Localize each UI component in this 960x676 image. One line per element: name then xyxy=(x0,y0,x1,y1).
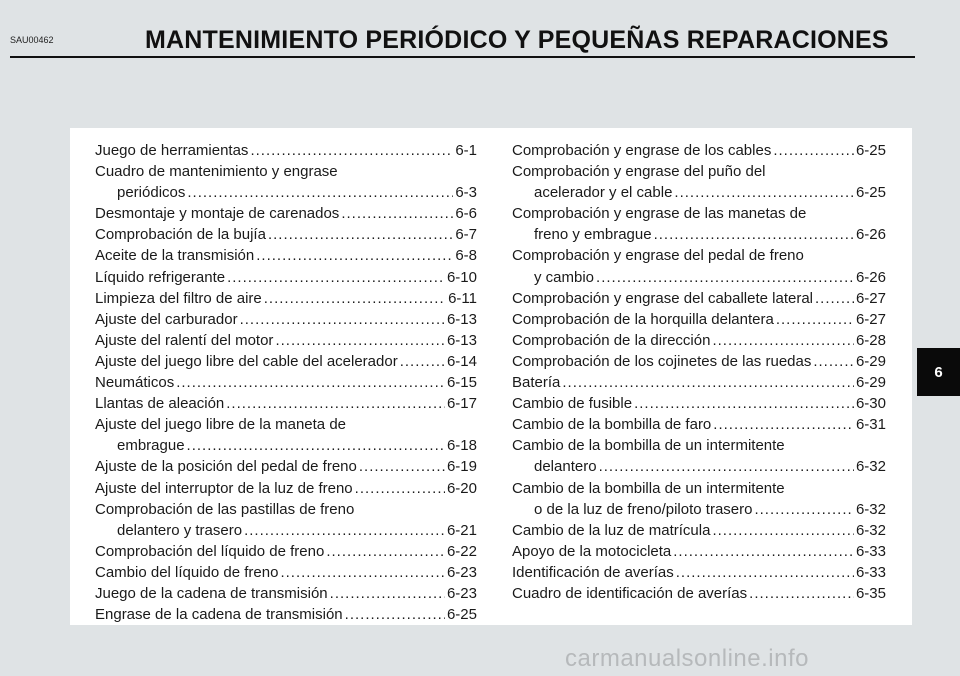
toc-entry-heading: Cambio de la bombilla de un intermitente xyxy=(512,437,785,455)
dot-leader xyxy=(240,309,445,330)
toc-entry-title: Ajuste del interruptor de la luz de freno xyxy=(95,479,353,497)
toc-entry[interactable] xyxy=(512,245,886,287)
toc-entry[interactable] xyxy=(512,309,886,330)
toc-entry-title: Ajuste del carburador xyxy=(95,310,238,328)
toc-entry-title: Comprobación de los cojinetes de las ruedas xyxy=(512,352,812,370)
toc-entry[interactable] xyxy=(512,372,886,393)
toc-entry[interactable] xyxy=(512,161,886,203)
toc-entry-page: 6-1 xyxy=(455,142,477,159)
dot-leader xyxy=(280,562,445,583)
toc-entry-page: 6-19 xyxy=(446,458,477,476)
title-rule xyxy=(10,56,915,58)
toc-entry-title: o de la luz de freno/piloto trasero xyxy=(534,500,753,518)
dot-leader xyxy=(754,499,854,520)
toc-entry-title: Líquido refrigerante xyxy=(95,268,226,286)
dot-leader xyxy=(330,583,445,604)
dot-leader xyxy=(712,330,854,351)
toc-entry-page: 6-27 xyxy=(855,310,886,328)
toc-entry-page: 6-17 xyxy=(446,395,477,413)
toc-entry[interactable] xyxy=(512,583,886,604)
dot-leader xyxy=(599,456,854,477)
toc-entry[interactable] xyxy=(512,478,886,520)
toc-entry-page: 6-28 xyxy=(855,331,886,349)
toc-entry-page: 6-33 xyxy=(855,542,886,560)
toc-entry-heading: Cambio de la bombilla de un intermitente xyxy=(512,479,785,497)
dot-leader xyxy=(176,372,445,393)
toc-entry[interactable] xyxy=(95,267,477,288)
page-title: MANTENIMIENTO PERIÓDICO Y PEQUEÑAS REPARACIONES xyxy=(145,26,889,54)
toc-entry[interactable] xyxy=(95,245,477,266)
toc-entry-page: 6-26 xyxy=(855,226,886,244)
dot-leader xyxy=(264,288,446,309)
toc-entry-title: Comprobación del líquido de freno xyxy=(95,542,325,560)
toc-entry-title: Neumáticos xyxy=(95,374,175,392)
toc-entry-page: 6-27 xyxy=(855,289,886,307)
dot-leader xyxy=(562,372,854,393)
dot-leader xyxy=(773,140,854,161)
dot-leader xyxy=(673,541,854,562)
toc-entry[interactable] xyxy=(512,435,886,477)
dot-leader xyxy=(226,393,445,414)
dot-leader xyxy=(712,520,854,541)
toc-entry[interactable] xyxy=(512,541,886,562)
toc-entry-heading: Comprobación y engrase del puño del xyxy=(512,163,766,181)
toc-entry[interactable] xyxy=(95,604,477,625)
toc-entry-title: Aceite de la transmisión xyxy=(95,247,255,265)
toc-entry[interactable] xyxy=(95,393,477,414)
toc-entry-title: Comprobación de la horquilla delantera xyxy=(512,310,774,328)
watermark: carmanualsonline.info xyxy=(565,645,809,672)
toc-entry-page: 6-11 xyxy=(448,289,477,307)
toc-entry-page: 6-13 xyxy=(446,310,477,328)
toc-entry-title: Comprobación de la dirección xyxy=(512,331,711,349)
toc-entry-title: Cambio de la bombilla de faro xyxy=(512,416,712,434)
toc-entry-page: 6-32 xyxy=(855,521,886,539)
toc-entry[interactable] xyxy=(95,478,477,499)
toc-entry[interactable] xyxy=(512,330,886,351)
toc-entry[interactable] xyxy=(95,372,477,393)
toc-entry-title: Comprobación y engrase de los cables xyxy=(512,142,772,159)
toc-entry-page: 6-22 xyxy=(446,542,477,560)
dot-leader xyxy=(275,330,445,351)
dot-leader xyxy=(400,351,445,372)
dot-leader xyxy=(713,414,854,435)
toc-entry-title: Cambio de la luz de matrícula xyxy=(512,521,711,539)
dot-leader xyxy=(776,309,854,330)
toc-entry[interactable] xyxy=(95,414,477,456)
toc-entry[interactable] xyxy=(95,161,477,203)
toc-entry-heading: Ajuste del juego libre de la maneta de xyxy=(95,416,347,434)
toc-entry-page: 6-21 xyxy=(446,521,477,539)
dot-leader xyxy=(341,203,453,224)
toc-entry-page: 6-30 xyxy=(855,395,886,413)
toc-entry[interactable] xyxy=(95,288,477,309)
toc-entry-page: 6-3 xyxy=(455,184,477,202)
toc-entry-page: 6-29 xyxy=(855,352,886,370)
dot-leader xyxy=(359,456,445,477)
toc-entry-title: Limpieza del filtro de aire xyxy=(95,289,262,307)
toc-entry-page: 6-25 xyxy=(855,142,886,159)
dot-leader xyxy=(187,435,445,456)
toc-entry-page: 6-8 xyxy=(455,247,477,265)
toc-entry-title: Desmontaje y montaje de carenados xyxy=(95,205,340,223)
toc-entry-title: delantero y trasero xyxy=(117,521,243,539)
toc-entry[interactable] xyxy=(512,562,886,583)
toc-entry-page: 6-33 xyxy=(855,563,886,581)
toc-entry-heading: Comprobación y engrase de las manetas de xyxy=(512,205,807,223)
toc-entry[interactable] xyxy=(512,393,886,414)
toc-entry-title: Ajuste del juego libre del cable del acelerador xyxy=(95,352,398,370)
toc-entry-title: Llantas de aleación xyxy=(95,395,225,413)
dot-leader xyxy=(813,351,854,372)
toc-entry-page: 6-31 xyxy=(855,416,886,434)
toc-entry-page: 6-32 xyxy=(855,500,886,518)
dot-leader xyxy=(654,224,854,245)
toc-entry[interactable] xyxy=(512,414,886,435)
toc-entry[interactable] xyxy=(95,583,477,604)
toc-entry[interactable] xyxy=(95,351,477,372)
toc-entry[interactable] xyxy=(95,140,477,161)
toc-entry[interactable] xyxy=(95,541,477,562)
toc-entry-heading: Comprobación y engrase del pedal de freno xyxy=(512,247,804,265)
toc-entry-title: Cambio del líquido de freno xyxy=(95,563,279,581)
dot-leader xyxy=(596,267,854,288)
dot-leader xyxy=(227,267,445,288)
toc-entry[interactable] xyxy=(512,140,886,161)
toc-entry[interactable] xyxy=(95,499,477,541)
toc-entry-page: 6-6 xyxy=(455,205,477,223)
dot-leader xyxy=(187,182,453,203)
toc-entry[interactable] xyxy=(95,203,477,224)
toc-entry-title: Juego de la cadena de transmisión xyxy=(95,584,328,602)
toc-entry[interactable] xyxy=(95,224,477,245)
dot-leader xyxy=(674,182,854,203)
chapter-tab[interactable]: 6 xyxy=(917,348,960,396)
toc-entry-page: 6-10 xyxy=(446,268,477,286)
toc-entry[interactable] xyxy=(512,351,886,372)
toc-entry[interactable] xyxy=(512,288,886,309)
dot-leader xyxy=(244,520,445,541)
toc-entry-page: 6-20 xyxy=(446,479,477,497)
toc-entry-page: 6-25 xyxy=(446,606,477,624)
dot-leader xyxy=(326,541,445,562)
dot-leader xyxy=(256,245,453,266)
document-code: SAU00462 xyxy=(10,35,54,45)
toc-entry-title: Ajuste de la posición del pedal de freno xyxy=(95,458,357,476)
toc-entry-heading: Cuadro de mantenimiento y engrase xyxy=(95,163,338,181)
dot-leader xyxy=(634,393,854,414)
toc-entry-page: 6-7 xyxy=(455,226,477,244)
toc-entry[interactable] xyxy=(95,330,477,351)
toc-entry-page: 6-14 xyxy=(446,352,477,370)
toc-entry-title: y cambio xyxy=(534,268,595,286)
dot-leader xyxy=(749,583,854,604)
toc-right-column xyxy=(512,140,886,604)
toc-entry-title: Ajuste del ralentí del motor xyxy=(95,331,274,349)
toc-entry-page: 6-18 xyxy=(446,437,477,455)
toc-entry-title: Comprobación y engrase del caballete lateral xyxy=(512,289,814,307)
toc-entry-page: 6-26 xyxy=(855,268,886,286)
toc-entry-title: Identificación de averías xyxy=(512,563,674,581)
toc-entry-page: 6-35 xyxy=(855,584,886,602)
dot-leader xyxy=(250,140,453,161)
toc-entry-title: Engrase de la cadena de transmisión xyxy=(95,606,343,624)
toc-entry-title: acelerador y el cable xyxy=(534,184,673,202)
toc-entry-page: 6-23 xyxy=(446,584,477,602)
toc-left-column xyxy=(95,140,477,625)
toc-entry-title: embrague xyxy=(117,437,185,455)
toc-entry-title: delantero xyxy=(534,458,597,476)
toc-entry-page: 6-29 xyxy=(855,374,886,392)
toc-entry[interactable] xyxy=(95,456,477,477)
toc-entry-title: Batería xyxy=(512,374,561,392)
toc-entry-title: Cambio de fusible xyxy=(512,395,633,413)
toc-entry[interactable] xyxy=(512,520,886,541)
toc-entry[interactable] xyxy=(512,203,886,245)
dot-leader xyxy=(676,562,854,583)
toc-entry-title: Apoyo de la motocicleta xyxy=(512,542,672,560)
toc-entry-page: 6-32 xyxy=(855,458,886,476)
toc-entry-page: 6-25 xyxy=(855,184,886,202)
dot-leader xyxy=(345,604,445,625)
toc-entry-page: 6-23 xyxy=(446,563,477,581)
dot-leader xyxy=(355,478,445,499)
toc-entry-title: periódicos xyxy=(117,184,186,202)
toc-entry-title: freno y embrague xyxy=(534,226,652,244)
toc-entry[interactable] xyxy=(95,562,477,583)
toc-entry[interactable] xyxy=(95,309,477,330)
dot-leader xyxy=(268,224,453,245)
toc-entry-page: 6-13 xyxy=(446,331,477,349)
toc-entry-title: Juego de herramientas xyxy=(95,142,249,159)
toc-entry-title: Cuadro de identificación de averías xyxy=(512,584,748,602)
toc-entry-heading: Comprobación de las pastillas de freno xyxy=(95,500,355,518)
toc-entry-title: Comprobación de la bujía xyxy=(95,226,266,244)
dot-leader xyxy=(815,288,854,309)
toc-entry-page: 6-15 xyxy=(446,374,477,392)
